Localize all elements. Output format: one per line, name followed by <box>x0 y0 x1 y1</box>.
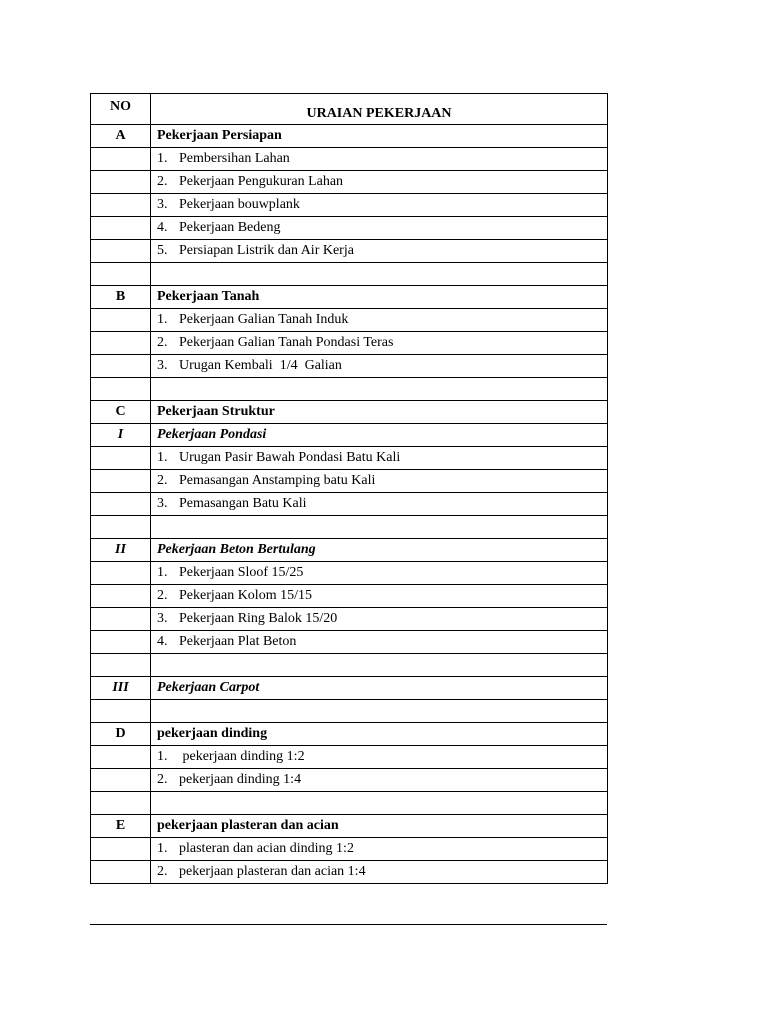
table-row <box>91 838 608 861</box>
row-description-cell: Pekerjaan Struktur <box>151 401 608 424</box>
row-number-cell <box>91 378 151 401</box>
row-description-cell: pekerjaan dinding <box>151 723 608 746</box>
table-row <box>91 148 608 171</box>
item-number: 5. <box>157 243 168 258</box>
row-number-cell <box>91 470 151 493</box>
row-description-cell <box>151 194 608 217</box>
row-number-cell <box>91 585 151 608</box>
table-row <box>91 309 608 332</box>
item-number: 2. <box>157 864 168 879</box>
item-label: Pekerjaan Galian Tanah Induk <box>179 312 349 327</box>
row-number-cell <box>91 171 151 194</box>
row-number-cell: D <box>91 723 151 746</box>
row-description-cell: Pekerjaan Pondasi <box>151 424 608 447</box>
item-label: plasteran dan acian dinding 1:2 <box>179 841 354 856</box>
row-description-cell <box>151 470 608 493</box>
row-description-cell: Pekerjaan Persiapan <box>151 125 608 148</box>
row-number-cell <box>91 447 151 470</box>
row-number-cell: E <box>91 815 151 838</box>
table-row <box>91 355 608 378</box>
subsection-row <box>91 677 608 700</box>
row-description-cell: Pekerjaan Beton Bertulang <box>151 539 608 562</box>
table-row <box>91 217 608 240</box>
item-number: 1. <box>157 151 168 166</box>
item-number: 2. <box>157 335 168 350</box>
row-description-cell <box>151 171 608 194</box>
row-number-cell: A <box>91 125 151 148</box>
row-description-cell <box>151 493 608 516</box>
row-description-cell <box>151 631 608 654</box>
row-number-cell: III <box>91 677 151 700</box>
item-number: 2. <box>157 588 168 603</box>
item-label: Persiapan Listrik dan Air Kerja <box>179 243 354 258</box>
row-description-cell <box>151 332 608 355</box>
row-description-cell <box>151 562 608 585</box>
item-number: 1. <box>157 450 168 465</box>
table-row <box>91 861 608 884</box>
row-number-cell: C <box>91 401 151 424</box>
header-description: URAIAN PEKERJAAN <box>151 94 608 125</box>
item-label: Pekerjaan Bedeng <box>179 220 281 235</box>
table-row <box>91 493 608 516</box>
item-label: pekerjaan dinding 1:4 <box>179 772 302 787</box>
subsection-row <box>91 424 608 447</box>
item-label: Urugan Pasir Bawah Pondasi Batu Kali <box>179 450 401 465</box>
row-number-cell <box>91 700 151 723</box>
item-number: 2. <box>157 473 168 488</box>
item-number: 4. <box>157 220 168 235</box>
table-row <box>91 194 608 217</box>
row-description-cell <box>151 355 608 378</box>
blank-row <box>91 516 608 539</box>
row-number-cell: II <box>91 539 151 562</box>
row-description-cell <box>151 654 608 677</box>
item-number: 2. <box>157 174 168 189</box>
row-number-cell: I <box>91 424 151 447</box>
row-number-cell <box>91 838 151 861</box>
item-number: 3. <box>157 611 168 626</box>
item-number: 1. <box>157 749 168 764</box>
row-number-cell <box>91 355 151 378</box>
row-number-cell <box>91 194 151 217</box>
item-label: Pekerjaan Plat Beton <box>179 634 297 649</box>
section-row <box>91 286 608 309</box>
item-number: 1. <box>157 841 168 856</box>
item-label: Pekerjaan Pengukuran Lahan <box>179 174 344 189</box>
table-header-row <box>91 94 608 125</box>
row-number-cell <box>91 562 151 585</box>
item-number: 3. <box>157 197 168 212</box>
table-body <box>91 94 608 884</box>
row-number-cell: B <box>91 286 151 309</box>
blank-row <box>91 792 608 815</box>
row-number-cell <box>91 654 151 677</box>
row-number-cell <box>91 631 151 654</box>
item-number: 1. <box>157 565 168 580</box>
table-row <box>91 562 608 585</box>
row-description-cell <box>151 263 608 286</box>
row-number-cell <box>91 769 151 792</box>
item-number: 1. <box>157 312 168 327</box>
row-description-cell <box>151 838 608 861</box>
item-label: Pekerjaan bouwplank <box>179 197 300 212</box>
row-number-cell <box>91 516 151 539</box>
row-description-cell <box>151 148 608 171</box>
item-number: 4. <box>157 634 168 649</box>
row-number-cell <box>91 861 151 884</box>
footer-divider <box>90 924 607 925</box>
item-label: pekerjaan dinding 1:2 <box>179 749 305 764</box>
row-number-cell <box>91 309 151 332</box>
table-row <box>91 746 608 769</box>
row-number-cell <box>91 332 151 355</box>
row-description-cell: pekerjaan plasteran dan acian <box>151 815 608 838</box>
item-label: Urugan Kembali 1/4 Galian <box>179 358 342 373</box>
item-number: 2. <box>157 772 168 787</box>
item-label: pekerjaan plasteran dan acian 1:4 <box>179 864 366 879</box>
item-label: Pekerjaan Sloof 15/25 <box>179 565 304 580</box>
table-row <box>91 769 608 792</box>
row-description-cell <box>151 700 608 723</box>
row-description-cell <box>151 608 608 631</box>
row-description-cell <box>151 861 608 884</box>
row-description-cell <box>151 240 608 263</box>
row-description-cell <box>151 792 608 815</box>
item-label: Pekerjaan Kolom 15/15 <box>179 588 312 603</box>
header-no: NO <box>91 94 151 125</box>
item-label: Pemasangan Anstamping batu Kali <box>179 473 376 488</box>
row-description-cell: Pekerjaan Tanah <box>151 286 608 309</box>
item-number: 3. <box>157 358 168 373</box>
row-description-cell <box>151 447 608 470</box>
table-row <box>91 447 608 470</box>
row-description-cell <box>151 217 608 240</box>
row-number-cell <box>91 792 151 815</box>
section-row <box>91 723 608 746</box>
row-number-cell <box>91 493 151 516</box>
row-description-cell <box>151 769 608 792</box>
work-items-table <box>90 93 608 884</box>
row-description-cell <box>151 309 608 332</box>
row-number-cell <box>91 608 151 631</box>
row-description-cell <box>151 378 608 401</box>
section-row <box>91 125 608 148</box>
table-row <box>91 171 608 194</box>
row-number-cell <box>91 240 151 263</box>
item-label: Pemasangan Batu Kali <box>179 496 307 511</box>
table-row <box>91 608 608 631</box>
item-number: 3. <box>157 496 168 511</box>
blank-row <box>91 378 608 401</box>
blank-row <box>91 263 608 286</box>
section-row <box>91 401 608 424</box>
row-number-cell <box>91 217 151 240</box>
row-number-cell <box>91 746 151 769</box>
item-label: Pekerjaan Galian Tanah Pondasi Teras <box>179 335 394 350</box>
row-description-cell <box>151 746 608 769</box>
section-row <box>91 815 608 838</box>
subsection-row <box>91 539 608 562</box>
row-number-cell <box>91 148 151 171</box>
row-description-cell: Pekerjaan Carpot <box>151 677 608 700</box>
row-number-cell <box>91 263 151 286</box>
item-label: Pekerjaan Ring Balok 15/20 <box>179 611 338 626</box>
blank-row <box>91 654 608 677</box>
row-description-cell <box>151 585 608 608</box>
row-description-cell <box>151 516 608 539</box>
item-label: Pembersihan Lahan <box>179 151 290 166</box>
table-row <box>91 585 608 608</box>
table-row <box>91 470 608 493</box>
blank-row <box>91 700 608 723</box>
table-row <box>91 332 608 355</box>
table-row <box>91 631 608 654</box>
table-row <box>91 240 608 263</box>
